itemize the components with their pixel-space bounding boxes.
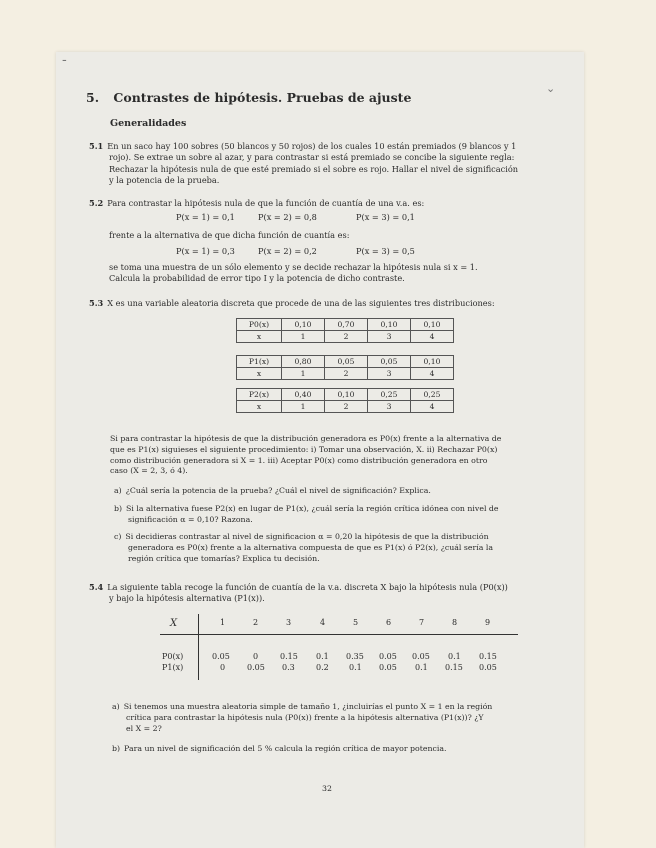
table-cell: 0: [253, 652, 259, 661]
table-header: P2(x): [237, 389, 282, 401]
table-cell: 0: [220, 663, 226, 672]
item-label: a): [112, 702, 120, 711]
text-line: y la potencia de la prueba.: [109, 175, 220, 186]
text-line: significación α = 0,10? Razona.: [128, 514, 253, 524]
table-header: 4: [320, 618, 326, 627]
table-cell: 0,10: [282, 319, 325, 331]
table-header: x: [237, 401, 282, 413]
chapter-number: 5.: [86, 90, 100, 105]
table-cell: 0,70: [325, 319, 368, 331]
exercise-number: 5.1: [89, 141, 104, 151]
exercise-number: 5.3: [89, 298, 104, 308]
table-cell: 2: [325, 368, 368, 380]
table-cell: 0.2: [316, 663, 329, 672]
page-number: 32: [322, 784, 332, 793]
text-line: región crítica que tomarías? Explica tu decisión.: [128, 553, 320, 563]
table-cell: 0.05: [412, 652, 430, 661]
item-label: a): [114, 486, 122, 495]
text-line: ¿Cuál sería la potencia de la prueba? ¿Cuál el nivel de significación? Explica.: [125, 486, 431, 495]
table-cell: 0,40: [282, 389, 325, 401]
text-line: se toma una muestra de un sólo elemento y se decide rechazar la hipótesis nula si x = 1.: [109, 262, 478, 272]
text-line: como distribución generadora si X = 1. iii) Aceptar P0(x) como distribución generadora en otro: [110, 455, 488, 465]
distribution-table-p1: [236, 355, 454, 380]
exercise-number: 5.2: [89, 198, 104, 208]
chapter-title: Contrastes de hipótesis. Pruebas de ajuste: [113, 90, 412, 105]
exercise-5-4-intro: [89, 582, 579, 605]
table-cell: 0.05: [247, 663, 265, 672]
text-line: que es P1(x) siguieses el siguiente procedimiento: i) Tomar una observación, X. ii) Rechazar P0(x): [110, 444, 498, 454]
table-cell: 4: [411, 401, 454, 413]
text-line: caso (X = 2, 3, ó 4).: [110, 466, 188, 476]
table-header: 1: [220, 618, 226, 627]
table-cell: 0.15: [479, 652, 497, 661]
equation: P(x = 3) = 0,5: [356, 246, 415, 256]
exercise-5-3-c: [114, 532, 580, 564]
table-cell: 1: [282, 331, 325, 343]
table-cell: 0,05: [325, 356, 368, 368]
table-header: 7: [419, 618, 425, 627]
table-cell: 0.1: [415, 663, 428, 672]
exercise-5-3-a: [114, 486, 580, 497]
table-header: P0(x): [237, 319, 282, 331]
exercise-5-4-b: [112, 744, 582, 755]
equation: P(x = 1) = 0,1: [176, 212, 235, 222]
table-header: 9: [485, 618, 491, 627]
table-cell: 0.1: [349, 663, 362, 672]
table-cell: 0.15: [445, 663, 463, 672]
table-cell: 1: [282, 401, 325, 413]
row-label: P0(x): [162, 652, 184, 661]
table-cell: 0,10: [411, 356, 454, 368]
table-cell: 3: [368, 368, 411, 380]
table-header: 5: [353, 618, 359, 627]
equation: P(x = 3) = 0,1: [356, 212, 415, 222]
pen-mark: ‐: [62, 52, 67, 68]
table-header: 2: [253, 618, 259, 627]
text-line: Rechazar la hipótesis nula de que esté premiado si el sobre es rojo. Hallar el nivel de significación: [109, 163, 519, 174]
table-header: 8: [452, 618, 458, 627]
table-cell: 0.15: [280, 652, 298, 661]
exercise-5-3-b: [114, 504, 580, 526]
text-line: crítica para contrastar la hipótesis nula (P0(x)) frente a la hipótesis alternativa (P1(x))? ¿Y: [126, 712, 484, 722]
text-line: Para contrastar la hipótesis nula de que la función de cuantía de una v.a. es:: [107, 198, 425, 208]
table-cell: 0,10: [411, 319, 454, 331]
probability-table: [160, 612, 520, 682]
table-header: 3: [286, 618, 292, 627]
text-line: La siguiente tabla recoge la función de cuantía de la v.a. discreta X bajo la hipótesis nula (P0(x)): [107, 582, 508, 592]
item-label: c): [114, 532, 122, 541]
table-cell: 0.05: [379, 663, 397, 672]
table-cell: 4: [411, 368, 454, 380]
table-cell: 1: [282, 368, 325, 380]
text-line: X es una variable aleatoria discreta que procede de una de las siguientes tres distribuciones:: [107, 298, 495, 308]
text-line: Si decidieras contrastar al nivel de significacion α = 0,20 la hipótesis de que la distribución: [125, 532, 489, 541]
table-rule: [198, 614, 199, 680]
table-cell: 0,25: [368, 389, 411, 401]
table-header: x: [237, 368, 282, 380]
exercise-5-2-rest: [109, 262, 579, 285]
table-cell: 3: [368, 401, 411, 413]
text-line: generadora es P0(x) frente a la alternativa compuesta de que es P1(x) ó P2(x), ¿cuál sería la: [128, 542, 493, 552]
exercise-5-4-a: [112, 702, 582, 734]
table-header: X: [170, 618, 178, 629]
item-label: b): [112, 744, 121, 753]
exercise-5-3-paragraph: [110, 434, 580, 477]
table-cell: 0.05: [379, 652, 397, 661]
table-header: 6: [386, 618, 392, 627]
table-cell: 0,25: [411, 389, 454, 401]
table-cell: 0.35: [346, 652, 364, 661]
table-cell: 0,80: [282, 356, 325, 368]
table-cell: 0.1: [448, 652, 461, 661]
table-cell: 4: [411, 331, 454, 343]
exercise-number: 5.4: [89, 582, 104, 592]
table-cell: 3: [368, 331, 411, 343]
text-line: Si tenemos una muestra aleatoria simple de tamaño 1, ¿incluirías el punto X = 1 en la región: [123, 702, 493, 711]
text-line: Si para contrastar la hipótesis de que la distribución generadora es P0(x) frente a la alternativa de: [110, 434, 502, 443]
table-cell: 0,10: [368, 319, 411, 331]
item-label: b): [114, 504, 123, 513]
exercise-5-3-intro: [89, 298, 579, 309]
text-line: Calcula la probabilidad de error tipo I y la potencia de dicho contraste.: [109, 273, 405, 284]
equation: P(x = 1) = 0,3: [176, 246, 235, 256]
table-cell: 2: [325, 401, 368, 413]
table-cell: 0.05: [212, 652, 230, 661]
equation: P(x = 2) = 0,2: [258, 246, 317, 256]
text-line: En un saco hay 100 sobres (50 blancos y 50 rojos) de los cuales 10 están premiados (9 blancos y 1: [107, 141, 517, 151]
table-header: P1(x): [237, 356, 282, 368]
table-cell: 2: [325, 331, 368, 343]
text-line: Para un nivel de significación del 5 % calcula la región crítica de mayor potencia.: [124, 744, 447, 753]
text-line: rojo). Se extrae un sobre al azar, y para contrastar si está premiado se concibe la siguiente regla:: [109, 152, 515, 163]
distribution-table-p0: [236, 318, 454, 343]
distribution-table-p2: [236, 388, 454, 413]
pen-mark: ⌄: [546, 82, 556, 95]
row-label: P1(x): [162, 663, 184, 672]
equation: P(x = 2) = 0,8: [258, 212, 317, 222]
table-cell: 0.05: [479, 663, 497, 672]
table-cell: 0,05: [368, 356, 411, 368]
table-rule: [160, 634, 518, 635]
text-line: y bajo la hipótesis alternativa (P1(x)).: [109, 593, 265, 604]
table-cell: 0.3: [282, 663, 295, 672]
table-header: x: [237, 331, 282, 343]
text-line: Si la alternativa fuese P2(x) en lugar de P1(x), ¿cuál sería la región crítica idónea con nivel de: [126, 504, 499, 513]
text-line: el X = 2?: [126, 723, 162, 733]
table-cell: 0.1: [316, 652, 329, 661]
exercise-5-2: [89, 198, 579, 209]
chapter-heading: [86, 90, 411, 105]
table-cell: 0,10: [325, 389, 368, 401]
section-heading: Generalidades: [110, 118, 187, 129]
text-line: frente a la alternativa de que dicha función de cuantía es:: [109, 230, 350, 240]
exercise-5-1: [89, 141, 579, 187]
